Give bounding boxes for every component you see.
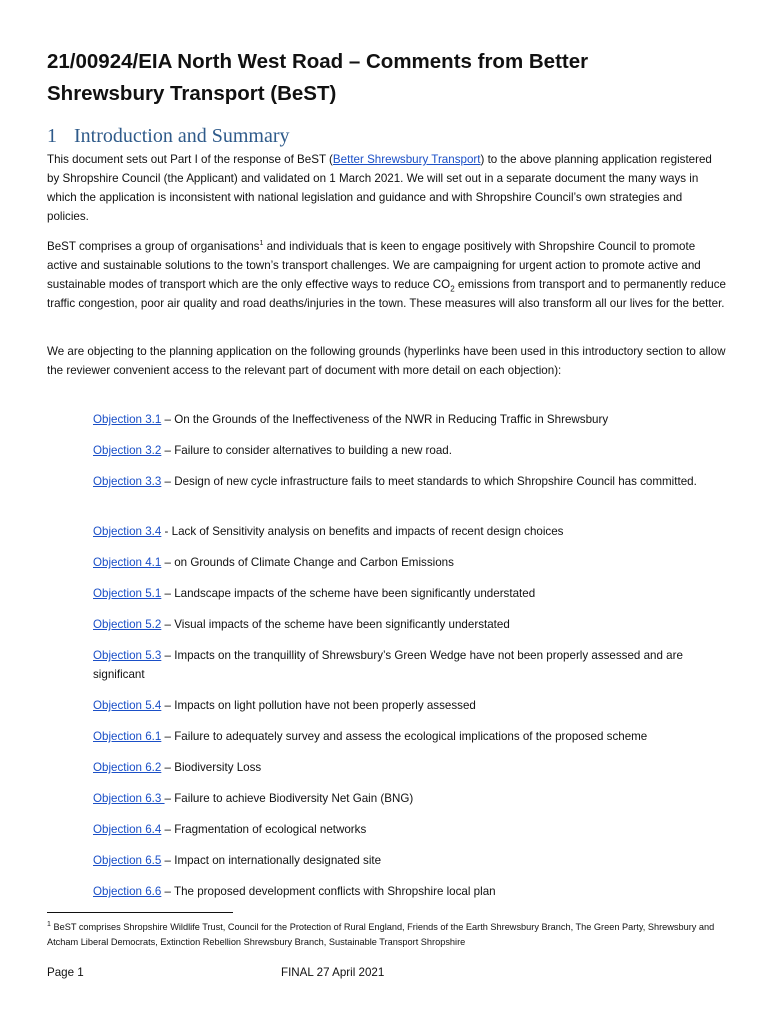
objection-text: – Impacts on light pollution have not been properly assessed	[161, 699, 476, 712]
objection-item	[93, 851, 723, 870]
title-line-1: 21/00924/EIA North West Road – Comments from Better	[47, 50, 589, 73]
objection-text: – Failure to achieve Biodiversity Net Gain (BNG)	[164, 792, 414, 805]
best-website-link[interactable]: Better Shrewsbury Transport	[332, 153, 481, 166]
objection-text: – on Grounds of Climate Change and Carbon Emissions	[161, 556, 454, 569]
objection-item	[93, 522, 723, 541]
objection-link[interactable]: Objection 6.3	[93, 792, 165, 805]
objection-link[interactable]: Objection 3.3	[93, 475, 162, 488]
objection-link[interactable]: Objection 3.4	[93, 525, 162, 538]
footnote-reference: 1	[259, 240, 264, 248]
objection-text: – Fragmentation of ecological networks	[161, 823, 367, 836]
objection-item	[93, 696, 723, 715]
objection-link[interactable]: Objection 3.1	[93, 413, 162, 426]
objection-link[interactable]: Objection 5.3	[93, 649, 162, 662]
title-line-2: Shrewsbury Transport (BeST)	[47, 82, 337, 105]
section-number: 1	[47, 125, 57, 147]
objection-item	[93, 789, 723, 808]
objection-text: – Failure to adequately survey and assess the ecological implications of the proposed scheme	[161, 730, 648, 743]
objection-text: – Biodiversity Loss	[161, 761, 262, 774]
best-text-middle: and individuals that is keen to engage positively with Shropshire Council to promote active and sustainable solutions to the town’s transport challenges. We are campaigning for urgent action to promote active and sustainable modes of transport which are the only effective ways to reduce CO	[47, 240, 701, 291]
objection-item	[93, 727, 723, 746]
best-text-end: emissions from transport and to permanently reduce traffic congestion, poor air quality and road deaths/injuries in the town. These measures will also transform all our lives for the better.	[47, 278, 726, 310]
footnote	[47, 920, 737, 950]
objection-text: – Landscape impacts of the scheme have been significantly understated	[161, 587, 536, 600]
footnote-marker: 1	[47, 920, 51, 928]
objection-text: - Lack of Sensitivity analysis on benefits and impacts of recent design choices	[161, 525, 564, 538]
objection-text: – The proposed development conflicts with Shropshire local plan	[161, 885, 496, 898]
objection-link[interactable]: Objection 5.2	[93, 618, 162, 631]
objection-item	[93, 820, 723, 839]
footnote-text: BeST comprises Shropshire Wildlife Trust, Council for the Protection of Rural England, Friends of the Earth Shrewsbury Branch, The Green Party, Shrewsbury and Atcham Liberal Democrats, Extinction Rebellion Shrewsbury Branch, Sustainable Transport Shropshire	[47, 922, 715, 947]
objection-link[interactable]: Objection 6.2	[93, 761, 162, 774]
page-number: Page 1	[47, 966, 84, 979]
objection-item	[93, 410, 723, 429]
objection-intro-paragraph: We are objecting to the planning application on the following grounds (hyperlinks have been used in this introductory section to allow the reviewer convenient access to the relevant part of document with more detail on each objection):	[47, 345, 726, 377]
objection-link[interactable]: Objection 5.1	[93, 587, 162, 600]
objection-item	[93, 584, 723, 603]
objection-item	[93, 472, 723, 491]
objection-text: – Failure to consider alternatives to building a new road.	[161, 444, 452, 457]
section-heading	[47, 123, 290, 149]
objection-item	[93, 441, 723, 460]
best-description-paragraph	[47, 237, 727, 313]
footnote-separator	[47, 912, 233, 913]
document-status: FINAL 27 April 2021	[281, 966, 385, 979]
objection-text: – Design of new cycle infrastructure fails to meet standards to which Shropshire Council has committed.	[161, 475, 697, 488]
objection-link[interactable]: Objection 6.4	[93, 823, 162, 836]
objection-item	[93, 758, 723, 777]
intro-text-end: ) to the above planning application registered by Shropshire Council (the Applicant) and validated on 1 March 2021. We will set out in a separate document the many ways in which the application is inconsistent with national legislation and guidance and with Shropshire Council’s own strategies and policies.	[47, 153, 712, 223]
objection-item	[93, 553, 723, 572]
objection-link[interactable]: Objection 6.5	[93, 854, 162, 867]
objection-link[interactable]: Objection 5.4	[93, 699, 162, 712]
objection-text: – Impacts on the tranquillity of Shrewsbury’s Green Wedge have not been properly assessed and are significant	[93, 649, 683, 681]
objection-text: – On the Grounds of the Ineffectiveness of the NWR in Reducing Traffic in Shrewsbury	[161, 413, 609, 426]
objection-link[interactable]: Objection 6.1	[93, 730, 162, 743]
objection-item	[93, 615, 723, 634]
intro-paragraph	[47, 150, 727, 226]
objection-link[interactable]: Objection 6.6	[93, 885, 162, 898]
document-title	[47, 46, 737, 110]
section-heading-text: Introduction and Summary	[74, 125, 290, 147]
objection-link[interactable]: Objection 3.2	[93, 444, 162, 457]
co2-subscript: 2	[450, 284, 455, 294]
objection-item	[93, 882, 723, 901]
objection-text: – Visual impacts of the scheme have been significantly understated	[161, 618, 510, 631]
objection-text: – Impact on internationally designated site	[161, 854, 382, 867]
objection-link[interactable]: Objection 4.1	[93, 556, 162, 569]
objection-item	[93, 646, 723, 684]
intro-text-start: This document sets out Part I of the response of BeST (	[47, 153, 333, 166]
best-text-start: BeST comprises a group of organisations	[47, 240, 260, 253]
